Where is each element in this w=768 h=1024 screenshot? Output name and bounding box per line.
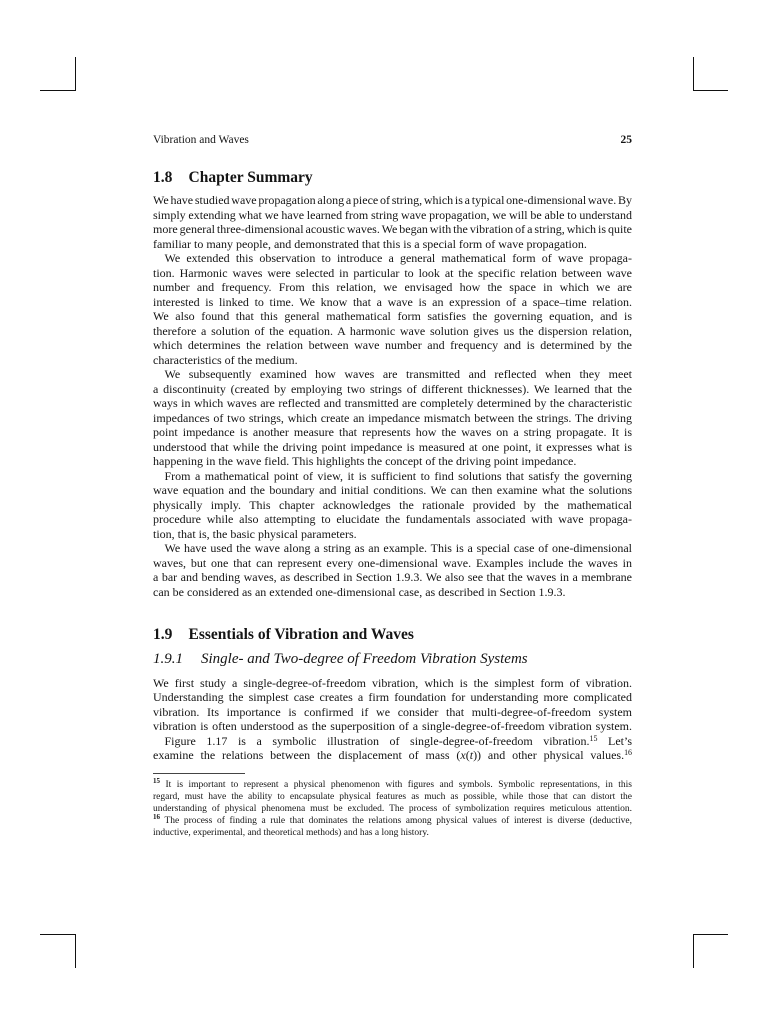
- text-line: procedure while also attempting to elucidate the fundamentals associated with wave propaga-: [153, 512, 632, 526]
- footnote-line: inductive, experimental, and theoretical methods) and has a long history.: [153, 828, 429, 838]
- section-number: 1.8: [153, 169, 173, 186]
- paragraph: [153, 469, 632, 542]
- section-title: Essentials of Vibration and Waves: [188, 626, 414, 643]
- paragraph: [153, 193, 632, 251]
- footnote-line: regard, must have the ability to encapsulate physical features as much as possible, while those that can distort the: [153, 792, 632, 802]
- text-line: which determines the relation between wave number and frequency and is determined by the: [153, 338, 632, 352]
- paragraph: [153, 676, 632, 734]
- math-paren: (: [465, 748, 470, 763]
- text-line: a bar and bending waves, as described in Section 1.9.3. We also see that the waves in a membrane: [153, 570, 632, 584]
- crop-mark-bottom-left-vertical: [75, 934, 76, 968]
- text-line: familiar to many people, and demonstrated that this is a special form of wave propagation.: [153, 236, 587, 251]
- line-text: Figure 1.17 is a symbolic illustration of single-degree-of-freedom vibration.: [164, 733, 590, 748]
- section-heading: [153, 169, 632, 187]
- text-line: interested is linked to time. We know that a wave is an expression of a space–time relation.: [153, 294, 632, 309]
- text-line: [153, 748, 632, 762]
- footnote-line: understanding of physical phenomena must be excluded. The process of symbolization requires meticulous attention.: [153, 804, 632, 814]
- text-line: more general three-dimensional acoustic waves. We began with the vibration of a string, which is quite: [153, 222, 632, 236]
- text-line: [153, 734, 632, 748]
- footnote-mark: 15: [153, 777, 160, 786]
- math-variable-x: x: [460, 748, 466, 763]
- text-line: understood that while the driving point impedance is measured at one point, it expresses what is: [153, 439, 632, 454]
- text-line: We subsequently examined how waves are transmitted and reflected when they meet: [164, 367, 632, 381]
- subsection-title: Single- and Two-degree of Freedom Vibration Systems: [201, 651, 528, 667]
- paragraph: [153, 541, 632, 599]
- footnote-line: [153, 779, 632, 791]
- text-line: number and frequency. From this relation, we envisaged how the space in which we are: [153, 280, 632, 294]
- paragraph: [153, 251, 632, 367]
- text-line: physically imply. This chapter acknowledges the rationale provided by the mathematical: [153, 497, 632, 512]
- crop-mark-bottom-left-horizontal: [40, 934, 75, 935]
- footnote-mark: 16: [153, 813, 160, 822]
- text-line: impedances of two strings, which create an impedance mismatch between the strings. The driving: [153, 410, 632, 425]
- text-line: We have studied wave propagation along a piece of string, which is a typical one-dimensional wave. By: [153, 193, 632, 207]
- line-text: Let’s: [597, 733, 633, 748]
- crop-mark-top-right-horizontal: [693, 90, 728, 91]
- footnotes: [153, 779, 632, 839]
- text-line: We have used the wave along a string as an example. This is a special case of one-dimensional: [164, 541, 632, 555]
- text-line: a discontinuity (created by employing two strings of different thicknesses). We learned that the: [153, 381, 632, 396]
- footnote: [153, 815, 632, 839]
- text-line: We extended this observation to introduce a general mathematical form of wave propaga-: [164, 251, 632, 265]
- crop-mark-top-right-vertical: [693, 57, 694, 91]
- crop-mark-top-left-horizontal: [40, 90, 75, 91]
- running-head: [153, 133, 632, 147]
- line-text: )) and other physical values.: [473, 748, 625, 763]
- text-line: We first study a single-degree-of-freedom vibration, which is the simplest form of vibration.: [153, 676, 632, 690]
- crop-mark-bottom-right-horizontal: [693, 934, 728, 935]
- text-line: characteristics of the medium.: [153, 352, 298, 367]
- footnote-line: [153, 815, 632, 827]
- text-line: waves, but one that can represent every one-dimensional wave. Examples include the waves in: [153, 555, 632, 570]
- footnote: [153, 779, 632, 815]
- footnote-text: The process of finding a rule that dominates the relations among physical values of interest is diverse (deductive,: [164, 816, 632, 826]
- footnote-reference: 16: [624, 748, 632, 758]
- text-line: tion. Harmonic waves were selected in particular to look at the specific relation between wave: [153, 265, 632, 280]
- page-number: 25: [620, 134, 632, 146]
- paragraph: [153, 734, 632, 763]
- text-line: tion, that is, the basic physical parameters.: [153, 526, 357, 541]
- text-line: wave equation and the boundary and initial conditions. We can then examine what the solutions: [153, 483, 632, 497]
- running-title: Vibration and Waves: [153, 134, 249, 146]
- section-title: Chapter Summary: [188, 169, 313, 186]
- subsection-heading: [153, 650, 632, 668]
- text-line: therefore a solution of the equation. A harmonic wave solution gives us the dispersion relation,: [153, 323, 632, 338]
- text-line: simply extending what we have learned from string wave propagation, we will be able to understand: [153, 207, 632, 222]
- math-variable-t: t: [469, 748, 474, 763]
- footnote-divider: [153, 773, 245, 774]
- text-line: Understanding the simplest case creates a firm foundation for understanding more complicated: [153, 690, 632, 705]
- subsection-body: [153, 676, 632, 762]
- section-heading: [153, 626, 632, 644]
- text-line: point impedance is another measure that represents how the waves on a string propagate. It is: [153, 425, 632, 439]
- text-line: vibration is often understood as the superposition of a single-degree-of-freedom vibration system.: [153, 719, 632, 734]
- line-text: examine the relations between the displacement of mass (: [153, 748, 461, 763]
- text-line: happening in the wave field. This highlights the concept of the driving point impedance.: [153, 454, 577, 468]
- footnote-text: It is important to represent a physical phenomenon with figures and symbols. Symbolic representations, in this: [165, 780, 632, 790]
- text-line: ways in which waves are reflected and transmitted are completely determined by the characteristic: [153, 396, 632, 410]
- paragraph: [153, 367, 632, 469]
- section-number: 1.9: [153, 626, 173, 643]
- text-line: can be considered as an extended one-dimensional case, as described in Section 1.9.3.: [153, 584, 566, 599]
- text-line: vibration. Its importance is confirmed if we consider that multi-degree-of-freedom system: [153, 704, 632, 719]
- crop-mark-top-left-vertical: [75, 57, 76, 91]
- text-line: We also found that this general mathematical form satisfies the governing equation, and is: [153, 309, 632, 323]
- footnote-reference: 15: [589, 733, 598, 743]
- text-line: From a mathematical point of view, it is sufficient to find solutions that satisfy the governing: [164, 468, 632, 483]
- subsection-number: 1.9.1: [153, 651, 183, 667]
- crop-mark-bottom-right-vertical: [693, 934, 694, 968]
- chapter-summary-body: [153, 193, 632, 599]
